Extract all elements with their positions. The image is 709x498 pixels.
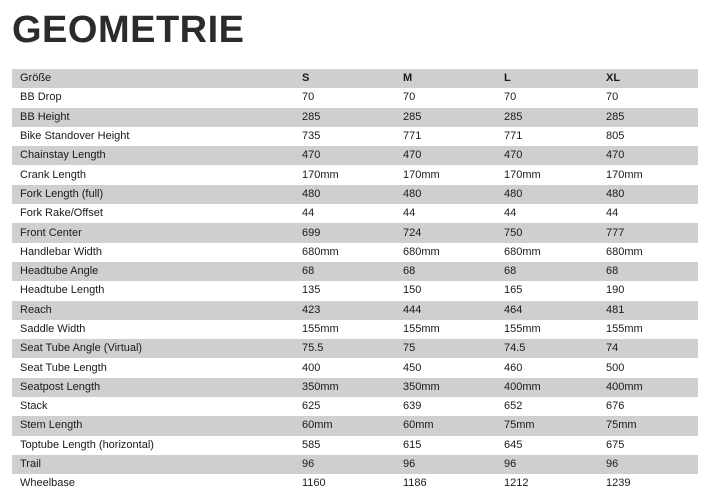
- cell-value-l: 75mm: [504, 419, 535, 432]
- cell-value-xl: 190: [606, 284, 625, 297]
- table-row: [12, 320, 698, 339]
- row-label: Reach: [20, 303, 52, 316]
- cell-value-m: 44: [403, 207, 416, 220]
- cell-value-m: 470: [403, 149, 422, 162]
- table-row: [12, 339, 698, 358]
- cell-value-l: 170mm: [504, 168, 541, 181]
- cell-value-xl: 170mm: [606, 168, 643, 181]
- cell-value-m: 639: [403, 400, 422, 413]
- cell-value-s: 135: [302, 284, 321, 297]
- table-header-row: [12, 69, 698, 88]
- cell-value-l: 155mm: [504, 323, 541, 335]
- geometry-table: [12, 69, 698, 494]
- row-label: Stem Length: [20, 419, 83, 432]
- size-header-xl: XL: [606, 72, 621, 85]
- table-row: [12, 358, 698, 377]
- table-row: [12, 127, 698, 146]
- table-row: [12, 455, 698, 474]
- row-label: Fork Length (full): [20, 187, 104, 200]
- cell-value-xl: 1239: [606, 477, 631, 490]
- cell-value-s: 70: [302, 91, 315, 104]
- table-row: [12, 378, 698, 397]
- cell-value-l: 652: [504, 400, 523, 413]
- cell-value-m: 724: [403, 226, 422, 239]
- size-header-s: S: [302, 72, 310, 85]
- cell-value-l: 74.5: [504, 342, 526, 355]
- cell-value-l: 771: [504, 130, 523, 143]
- cell-value-xl: 285: [606, 110, 625, 123]
- cell-value-m: 444: [403, 303, 422, 316]
- table-row: [12, 416, 698, 435]
- cell-value-s: 44: [302, 207, 315, 220]
- size-header-m: M: [403, 72, 413, 85]
- row-label: Seatpost Length: [20, 380, 101, 393]
- cell-value-m: 155mm: [403, 323, 440, 335]
- cell-value-s: 699: [302, 226, 321, 239]
- cell-value-m: 70: [403, 91, 416, 104]
- table-row: [12, 474, 698, 493]
- cell-value-m: 1186: [403, 477, 427, 490]
- table-row: [12, 281, 698, 300]
- cell-value-s: 60mm: [302, 419, 333, 432]
- cell-value-s: 285: [302, 110, 321, 123]
- cell-value-xl: 68: [606, 265, 619, 278]
- cell-value-xl: 470: [606, 149, 625, 162]
- cell-value-s: 1160: [302, 477, 326, 490]
- row-label: Headtube Angle: [20, 265, 99, 278]
- cell-value-m: 68: [403, 265, 416, 278]
- cell-value-s: 625: [302, 400, 321, 413]
- size-header-label: Größe: [20, 72, 52, 85]
- cell-value-s: 423: [302, 303, 321, 316]
- row-label: Saddle Width: [20, 323, 86, 335]
- cell-value-s: 155mm: [302, 323, 339, 335]
- cell-value-s: 350mm: [302, 380, 339, 393]
- cell-value-l: 680mm: [504, 245, 541, 258]
- cell-value-s: 96: [302, 458, 315, 471]
- row-label: Handlebar Width: [20, 245, 102, 258]
- row-label: Bike Standover Height: [20, 130, 130, 143]
- table-row: [12, 243, 698, 262]
- cell-value-l: 44: [504, 207, 517, 220]
- table-row: [12, 397, 698, 416]
- cell-value-m: 480: [403, 187, 422, 200]
- cell-value-l: 645: [504, 438, 523, 451]
- row-label: Front Center: [20, 226, 82, 239]
- cell-value-xl: 70: [606, 91, 619, 104]
- table-row: [12, 108, 698, 127]
- row-label: Fork Rake/Offset: [20, 207, 103, 220]
- row-label: Crank Length: [20, 168, 87, 181]
- table-row: [12, 88, 698, 107]
- table-row: [12, 146, 698, 165]
- cell-value-m: 75: [403, 342, 416, 355]
- row-label: Toptube Length (horizontal): [20, 438, 154, 451]
- cell-value-xl: 44: [606, 207, 619, 220]
- cell-value-xl: 75mm: [606, 419, 637, 432]
- cell-value-xl: 675: [606, 438, 625, 451]
- cell-value-l: 480: [504, 187, 523, 200]
- table-row: [12, 301, 698, 320]
- cell-value-s: 170mm: [302, 168, 339, 181]
- cell-value-m: 60mm: [403, 419, 434, 432]
- cell-value-xl: 777: [606, 226, 625, 239]
- cell-value-s: 400: [302, 361, 321, 374]
- cell-value-m: 680mm: [403, 245, 440, 258]
- cell-value-xl: 500: [606, 361, 625, 374]
- cell-value-s: 680mm: [302, 245, 339, 258]
- cell-value-l: 470: [504, 149, 523, 162]
- cell-value-l: 460: [504, 361, 523, 374]
- row-label: Headtube Length: [20, 284, 105, 297]
- cell-value-xl: 155mm: [606, 323, 643, 335]
- table-row: [12, 262, 698, 281]
- cell-value-m: 450: [403, 361, 422, 374]
- cell-value-xl: 680mm: [606, 245, 643, 258]
- cell-value-l: 70: [504, 91, 517, 104]
- cell-value-s: 480: [302, 187, 321, 200]
- row-label: Seat Tube Angle (Virtual): [20, 342, 143, 355]
- cell-value-s: 470: [302, 149, 321, 162]
- cell-value-l: 285: [504, 110, 523, 123]
- table-row: [12, 223, 698, 242]
- cell-value-l: 750: [504, 226, 523, 239]
- table-row: [12, 204, 698, 223]
- row-label: BB Drop: [20, 91, 62, 104]
- cell-value-s: 68: [302, 265, 315, 278]
- cell-value-m: 350mm: [403, 380, 440, 393]
- cell-value-xl: 400mm: [606, 380, 643, 393]
- row-label: Trail: [20, 458, 41, 471]
- cell-value-m: 771: [403, 130, 422, 143]
- row-label: Stack: [20, 400, 48, 413]
- cell-value-xl: 805: [606, 130, 625, 143]
- cell-value-xl: 676: [606, 400, 625, 413]
- cell-value-l: 96: [504, 458, 517, 471]
- geometry-table-body: [12, 88, 698, 493]
- cell-value-s: 735: [302, 130, 321, 143]
- cell-value-m: 285: [403, 110, 422, 123]
- cell-value-m: 96: [403, 458, 416, 471]
- cell-value-xl: 74: [606, 342, 619, 355]
- cell-value-l: 68: [504, 265, 517, 278]
- table-row: [12, 165, 698, 184]
- cell-value-m: 150: [403, 284, 422, 297]
- size-header-l: L: [504, 72, 511, 85]
- cell-value-m: 615: [403, 438, 422, 451]
- table-row: [12, 436, 698, 455]
- row-label: Wheelbase: [20, 477, 76, 490]
- cell-value-s: 585: [302, 438, 321, 451]
- cell-value-l: 400mm: [504, 380, 541, 393]
- page-title: GEOMETRIE: [12, 9, 245, 51]
- row-label: BB Height: [20, 110, 70, 123]
- cell-value-xl: 481: [606, 303, 625, 316]
- cell-value-xl: 480: [606, 187, 625, 200]
- cell-value-xl: 96: [606, 458, 619, 471]
- cell-value-l: 464: [504, 303, 523, 316]
- cell-value-s: 75.5: [302, 342, 324, 355]
- row-label: Seat Tube Length: [20, 361, 107, 374]
- table-row: [12, 185, 698, 204]
- cell-value-l: 165: [504, 284, 523, 297]
- row-label: Chainstay Length: [20, 149, 106, 162]
- cell-value-l: 1212: [504, 477, 529, 490]
- cell-value-m: 170mm: [403, 168, 440, 181]
